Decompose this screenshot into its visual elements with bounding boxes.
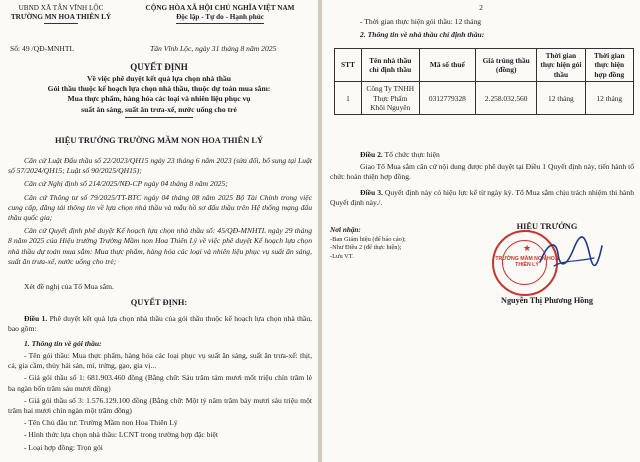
table-header: Thời gian thực hiện hợp đồng bbox=[585, 49, 633, 82]
table-header: Thời gian thực hiện gói thầu bbox=[537, 49, 585, 82]
place-date: Tân Vĩnh Lộc, ngày 31 tháng 8 năm 2025 bbox=[150, 44, 277, 53]
table-header: Mã số thuế bbox=[419, 49, 476, 82]
legal-basis-item: Căn cứ Nghị định số 214/2025/NĐ-CP ngày 04 tháng 8 năm 2025; bbox=[24, 179, 228, 189]
article-2-heading: Điều 2. Tổ chức thực hiện bbox=[360, 150, 440, 159]
package-info-item: - Giá gói thầu số 3: 1.576.129.100 đồng (Bằng chữ: Một tỷ năm trăm bảy mươi sáu triệu một trăm hai mươi chín ngàn một trăm đồng) bbox=[8, 395, 312, 416]
document-number: Số: 49 /QĐ-MNHTL bbox=[10, 44, 75, 53]
recipient-item: -Như Điều 2 (để thực hiện); bbox=[330, 244, 402, 252]
document-subject: Về việc phê duyệt kết quả lựa chọn nhà thầu Gói thầu thuộc kế hoạch lựa chọn nhà thầu, thuộc dự toán mua sắm: Mua thực phẩm, hàng hóa các loại và nhiên liệu phục vụ suất ăn sáng, suất ăn trưa-xế, nước uống cho trẻ bbox=[47, 74, 271, 114]
motto-underline bbox=[176, 23, 264, 24]
package-info-item: - Giá gói thầu số 1: 681.903.460 đồng (Bằng chữ: Sáu trăm tám mươi mốt triệu chín trăm lẻ ba ngàn bốn trăm sáu mươi đồng) bbox=[8, 373, 312, 393]
table-cell: 12 tháng bbox=[537, 82, 585, 115]
page-number: 2 bbox=[479, 3, 483, 12]
seal-text: TRƯỜNG MẦM NON HOA THIÊN LÝ bbox=[495, 256, 559, 268]
decides-heading: QUYẾT ĐỊNH: bbox=[130, 298, 188, 307]
document-page-2 bbox=[322, 0, 640, 462]
legal-basis-item: Căn cứ Luật Đấu thầu số 22/2023/QH15 ngày 23 tháng 6 năm 2023 (sửa đổi, bổ sung tại Luật số 57/2024/QH15; Luật số 90/2025/QH15); bbox=[8, 156, 312, 176]
package-info-item: - Tên gói thầu: Mua thực phẩm, hàng hóa các loại phục vụ suất ăn sáng, suất ăn trưa-xế: thịt, cá, gia cầm, thủy hải sản, mì, trứng, gạo, gia vị... bbox=[8, 351, 312, 371]
recipients-title: Nơi nhận: bbox=[330, 226, 361, 234]
package-info-item: - Tên Chủ đầu tư: Trường Mầm non Hoa Thiên Lý bbox=[24, 418, 178, 428]
table-header: Tên nhà thầu chỉ định thầu bbox=[361, 49, 419, 82]
duration-line: - Thời gian thực hiện gói thầu: 12 tháng bbox=[360, 17, 482, 26]
table-header: Giá trúng thầu (đồng) bbox=[476, 49, 537, 82]
org-name: UBND XÃ TÂN VĨNH LỘC TRƯỜNG MN HOA THIÊN LÝ bbox=[10, 4, 112, 21]
package-info-item: - Hình thức lựa chọn nhà thầu: LCNT trong trường hợp đặc biệt bbox=[24, 430, 219, 440]
issuing-authority: HIỆU TRƯỞNG TRƯỜNG MẦM NON HOA THIÊN LÝ bbox=[54, 136, 264, 145]
document-page-1 bbox=[0, 0, 318, 462]
package-info-item: - Loại hợp đồng: Trọn gói bbox=[24, 442, 103, 452]
section-2-title: 2. Thông tin về nhà thầu chỉ định thầu: bbox=[360, 30, 485, 39]
signer-title: HIỆU TRƯỞNG bbox=[516, 222, 578, 231]
legal-basis-item: Căn cứ Quyết định phê duyệt Kế hoạch lựa chọn nhà thầu số: 45/QĐ-MNHTL ngày 29 tháng 8 năm 2025 của Hiệu trưởng Trường Mầm non Hoa Thiên Lý về việc phê duyệt Kế hoạch lựa chọn nhà thầu dự toán mua sắm: Mua thực phẩm, hàng hóa các loại và nhiên liệu phục vụ suất ăn sáng, suất ăn trưa-xế, nước uống cho trẻ; bbox=[8, 226, 312, 266]
table-cell: 0312779328 bbox=[419, 82, 476, 115]
legal-basis-item: Căn cứ Thông tư số 79/2025/TT-BTC ngày 04 tháng 08 năm 2025 Bộ Tài Chính trong việc cung cấp, đăng tải thông tin về lựa chọn nhà thầu và mẫu hồ sơ đấu thầu trên Hệ thống mạng đấu thầu quốc gia; bbox=[8, 192, 312, 223]
table-cell: Công Ty TNHH Thực Phẩm Khôi Nguyên bbox=[361, 82, 419, 115]
recipients-list bbox=[330, 236, 406, 261]
national-motto: CỘNG HÒA XÃ HỘI CHỦ NGHĨA VIỆT NAM Độc lập - Tự do - Hạnh phúc bbox=[145, 4, 295, 21]
table-row bbox=[335, 82, 634, 115]
org-underline bbox=[44, 23, 78, 24]
recipient-item: -Lưu VT. bbox=[330, 252, 354, 260]
blank-page-area bbox=[322, 318, 640, 462]
section-1-title: 1. Thông tin về gói thầu: bbox=[24, 339, 102, 348]
signer-name: Nguyễn Thị Phương Hồng bbox=[501, 296, 593, 305]
subject-underline bbox=[125, 117, 193, 118]
table-header: STT bbox=[335, 49, 362, 82]
legal-bases bbox=[8, 156, 312, 267]
handwritten-signature bbox=[536, 234, 606, 274]
proposal-line: Xét đề nghị của Tổ Mua sắm. bbox=[24, 282, 114, 291]
article-3: Điều 3. Quyết định này có hiệu lực kể từ ngày ký. Tổ Mua sắm chịu trách nhiệm thi hành Quyết định này./. bbox=[330, 188, 634, 208]
table-header-row bbox=[335, 49, 634, 82]
article-2-text: Giao Tổ Mua sắm căn cứ nội dung được phê duyệt tại Điều 1 Quyết định này, tiến hành tổ chức hoàn thiện hợp đồng. bbox=[330, 162, 634, 182]
table-cell: 12 tháng bbox=[585, 82, 633, 115]
package-info bbox=[8, 351, 312, 453]
contractor-table bbox=[334, 48, 634, 115]
official-seal: ★ TRƯỜNG MẦM NON HOA THIÊN LÝ bbox=[492, 230, 558, 296]
table-cell: 1 bbox=[335, 82, 362, 115]
recipient-item: -Ban Giám hiệu (để báo cáo); bbox=[330, 236, 406, 243]
article-1: Điều 1. Phê duyệt kết quả lựa chọn nhà thầu của gói thầu thuộc kế hoạch lựa chọn nhà thầu, bao gồm: bbox=[8, 314, 313, 334]
document-title: QUYẾT ĐỊNH bbox=[130, 62, 188, 72]
table-cell: 2.258.032.560 bbox=[476, 82, 537, 115]
